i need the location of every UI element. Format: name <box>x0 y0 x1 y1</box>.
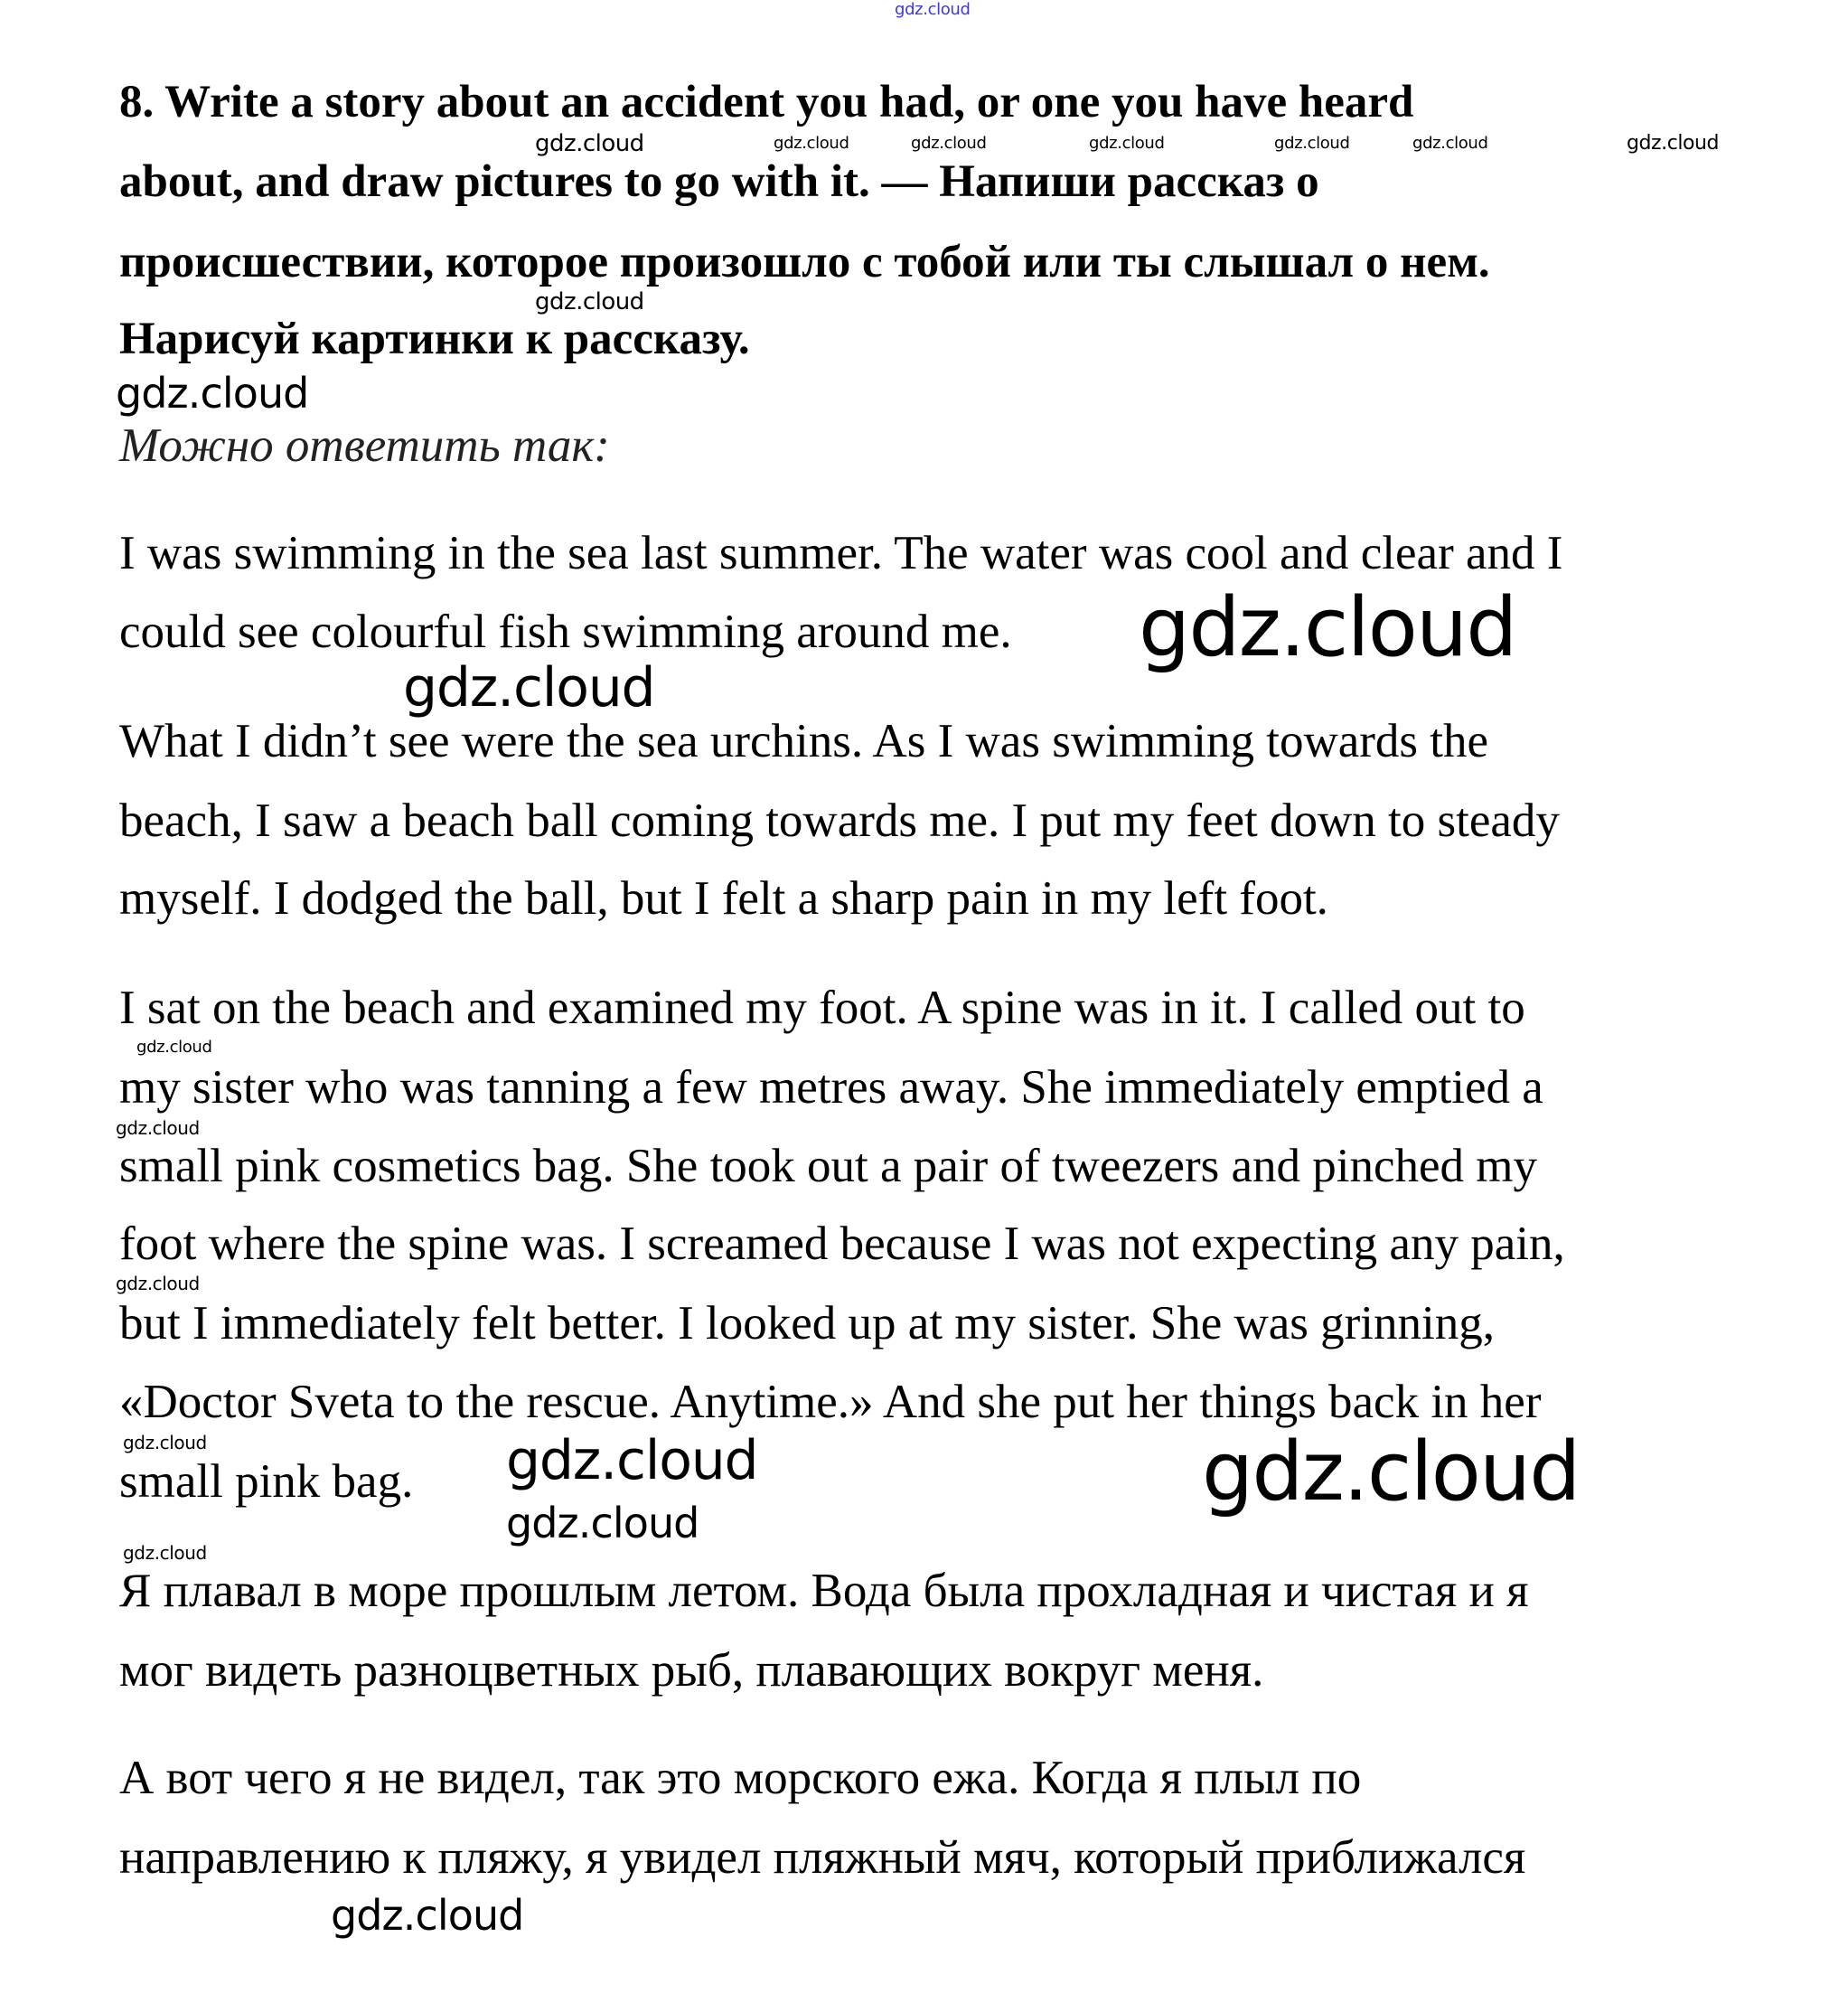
watermark: gdz.cloud <box>403 656 655 719</box>
watermark: gdz.cloud <box>535 130 644 157</box>
watermark: gdz.cloud <box>506 1429 758 1492</box>
top-watermark: gdz.cloud <box>895 0 971 19</box>
heading-line: Нарисуй картинки к рассказу. <box>119 314 750 364</box>
story-line: small pink cosmetics bag. She took out a pair of tweezers and pinched my <box>119 1140 1537 1192</box>
watermark: gdz.cloud <box>123 1542 207 1564</box>
watermark: gdz.cloud <box>774 134 849 153</box>
watermark: gdz.cloud <box>1139 580 1516 675</box>
story-line: What I didn’t see were the sea urchins. As I was swimming towards the <box>119 715 1489 767</box>
watermark: gdz.cloud <box>1274 134 1350 153</box>
story-line: мог видеть разноцветных рыб, плавающих вокруг меня. <box>119 1644 1264 1697</box>
watermark: gdz.cloud <box>116 1273 200 1294</box>
watermark: gdz.cloud <box>911 134 987 153</box>
watermark: gdz.cloud <box>116 1117 200 1139</box>
watermark: gdz.cloud <box>535 288 644 315</box>
watermark: gdz.cloud <box>1089 134 1165 153</box>
story-line: small pink bag. <box>119 1455 414 1508</box>
watermark: gdz.cloud <box>116 369 309 418</box>
story-line: but I immediately felt better. I looked up at my sister. She was grinning, <box>119 1297 1495 1349</box>
story-line: myself. I dodged the ball, but I felt a sharp pain in my left foot. <box>119 872 1328 925</box>
story-line: foot where the spine was. I screamed because I was not expecting any pain, <box>119 1218 1565 1270</box>
story-line: I was swimming in the sea last summer. The water was cool and clear and I <box>119 527 1563 579</box>
watermark: gdz.cloud <box>123 1432 207 1453</box>
heading-line: 8. Write a story about an accident you had, or one you have heard <box>119 77 1414 127</box>
watermark: gdz.cloud <box>331 1891 524 1940</box>
story-line: А вот чего я не видел, так это морского ежа. Когда я плыл по <box>119 1752 1362 1804</box>
story-line: my sister who was tanning a few metres away. She immediately emptied a <box>119 1061 1543 1114</box>
watermark: gdz.cloud <box>1202 1425 1580 1519</box>
story-line: I sat on the beach and examined my foot. A spine was in it. I called out to <box>119 982 1525 1034</box>
story-line: направлению к пляжу, я увидел пляжный мяч, который приближался <box>119 1831 1526 1884</box>
heading-line: about, and draw pictures to go with it. — Напиши рассказ о <box>119 156 1319 207</box>
story-line: could see colourful fish swimming around me. <box>119 606 1012 658</box>
story-line: Я плавал в море прошлым летом. Вода была прохладная и чистая и я <box>119 1565 1529 1617</box>
watermark: gdz.cloud <box>1627 132 1720 155</box>
answer-intro: Можно ответить так: <box>119 419 610 472</box>
watermark: gdz.cloud <box>506 1499 699 1547</box>
story-line: beach, I saw a beach ball coming towards me. I put my feet down to steady <box>119 795 1560 847</box>
watermark: gdz.cloud <box>1412 134 1488 153</box>
heading-line: происшествии, которое произошло с тобой или ты слышал о нем. <box>119 237 1490 287</box>
story-line: «Doctor Sveta to the rescue. Anytime.» And she put her things back in her <box>119 1376 1542 1428</box>
watermark: gdz.cloud <box>136 1038 212 1057</box>
